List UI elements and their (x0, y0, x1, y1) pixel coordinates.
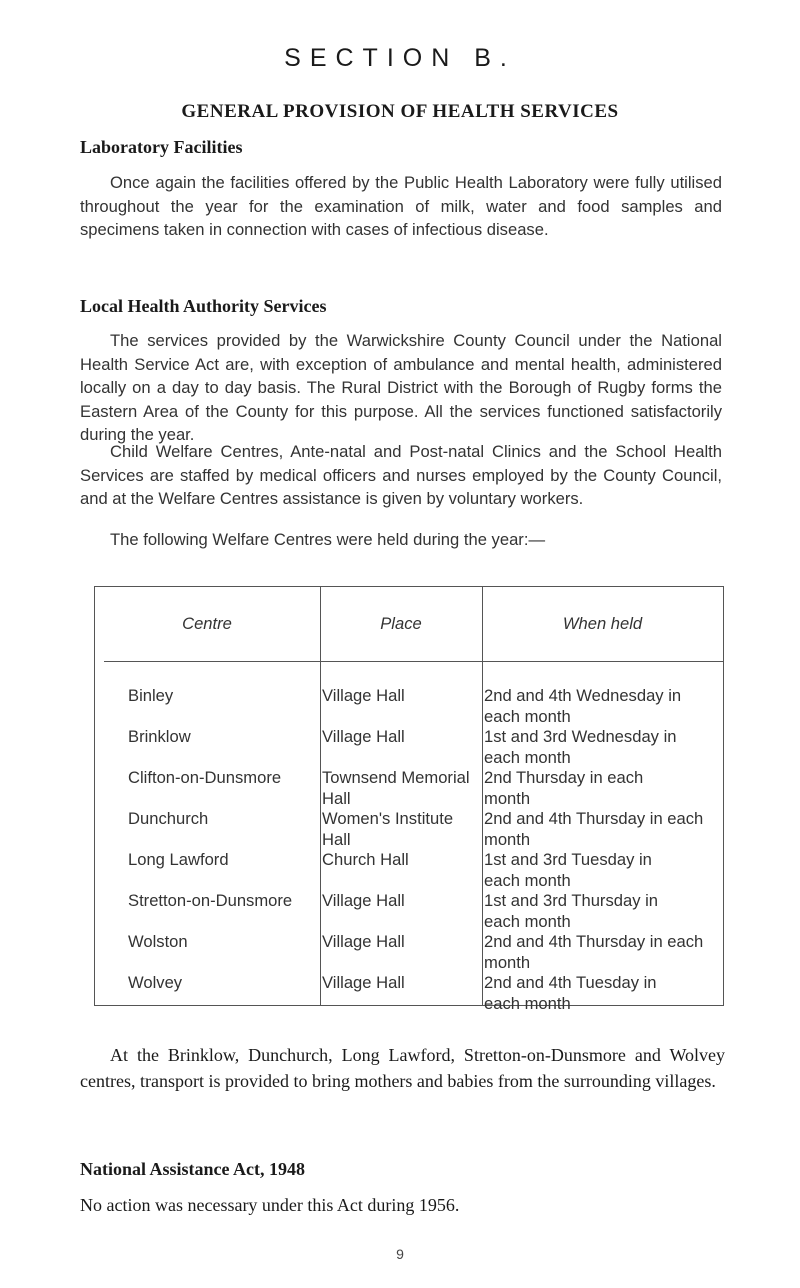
cell-place: Village Hall (322, 727, 405, 746)
header-when-held: When held (562, 614, 643, 633)
table-right-border (723, 586, 724, 1006)
table-top-rule (94, 586, 724, 587)
cell-place: Village Hall (322, 973, 405, 992)
national-assistance-text: No action was necessary under this Act during 1956. (80, 1195, 460, 1215)
cell-when-held: 1st and 3rd Wednesday in each month (484, 727, 677, 767)
national-assistance-heading: National Assistance Act, 1948 (80, 1159, 305, 1179)
page-number: 9 (396, 1246, 404, 1262)
cell-when-held: 2nd and 4th Tuesday in each month (484, 973, 657, 1013)
national-assistance-paragraph (80, 1192, 725, 1218)
welfare-centres-table (94, 586, 724, 1013)
local-health-paragraph-3 (80, 528, 722, 552)
cell-centre: Dunchurch (128, 809, 209, 828)
laboratory-heading: Laboratory Facilities (80, 137, 243, 157)
local-health-text-2: Child Welfare Centres, Ante-natal and Post-natal Clinics and the School Health Services are staffed by medical officers and nurses employed by the County Council, and at the Welfare Centres assistance is given by voluntary workers. (80, 442, 722, 508)
local-health-paragraph-2 (80, 440, 722, 511)
header-place: Place (380, 614, 422, 633)
cell-place: Women's Institute Hall (322, 809, 454, 849)
cell-centre: Stretton-on-Dunsmore (128, 891, 293, 910)
local-health-heading: Local Health Authority Services (80, 296, 327, 316)
cell-centre: Clifton-on-Dunsmore (128, 768, 282, 787)
table-left-border (94, 586, 95, 1006)
cell-centre: Long Lawford (128, 850, 229, 869)
transport-text: At the Brinklow, Dunchurch, Long Lawford, Stretton-on-Dunsmore and Wolvey centres, transport is provided to bring mothers and babies from the surrounding villages. (80, 1045, 725, 1091)
cell-place: Village Hall (322, 932, 405, 951)
main-heading: GENERAL PROVISION OF HEALTH SERVICES (181, 101, 619, 122)
cell-place: Townsend Memorial Hall (322, 768, 470, 808)
cell-centre: Brinklow (128, 727, 191, 746)
cell-when-held: 2nd Thursday in each month (484, 768, 644, 808)
cell-centre: Binley (128, 686, 174, 705)
cell-place: Village Hall (322, 686, 405, 705)
cell-when-held: 2nd and 4th Wednesday in each month (484, 686, 682, 726)
local-health-paragraph-1 (80, 329, 722, 447)
header-centre: Centre (182, 614, 232, 633)
laboratory-paragraph (80, 171, 722, 242)
local-health-text-3: The following Welfare Centres were held during the year:— (110, 530, 546, 549)
local-health-text-1: The services provided by the Warwickshire County Council under the National Health Service Act are, with exception of ambulance and mental health, administered locally on a day to day basis. The Rural District with the Borough of Rugby forms the Eastern Area of the County for this purpose. All the services functioned satisfactorily during the year. (80, 331, 722, 444)
transport-paragraph (80, 1042, 725, 1094)
cell-when-held: 1st and 3rd Thursday in each month (484, 891, 659, 931)
cell-when-held: 2nd and 4th Thursday in each month (484, 932, 704, 972)
cell-centre: Wolston (128, 932, 188, 951)
cell-place: Church Hall (322, 850, 409, 869)
section-title: SECTION B. (284, 44, 516, 72)
cell-when-held: 2nd and 4th Thursday in each month (484, 809, 704, 849)
cell-centre: Wolvey (128, 973, 183, 992)
laboratory-text: Once again the facilities offered by the Public Health Laboratory were fully utilised throughout the year for the examination of milk, water and food samples and specimens taken in connection with cases of infectious disease. (80, 173, 722, 239)
table-header-rule (104, 661, 724, 662)
cell-place: Village Hall (322, 891, 405, 910)
cell-when-held: 1st and 3rd Tuesday in each month (484, 850, 652, 890)
